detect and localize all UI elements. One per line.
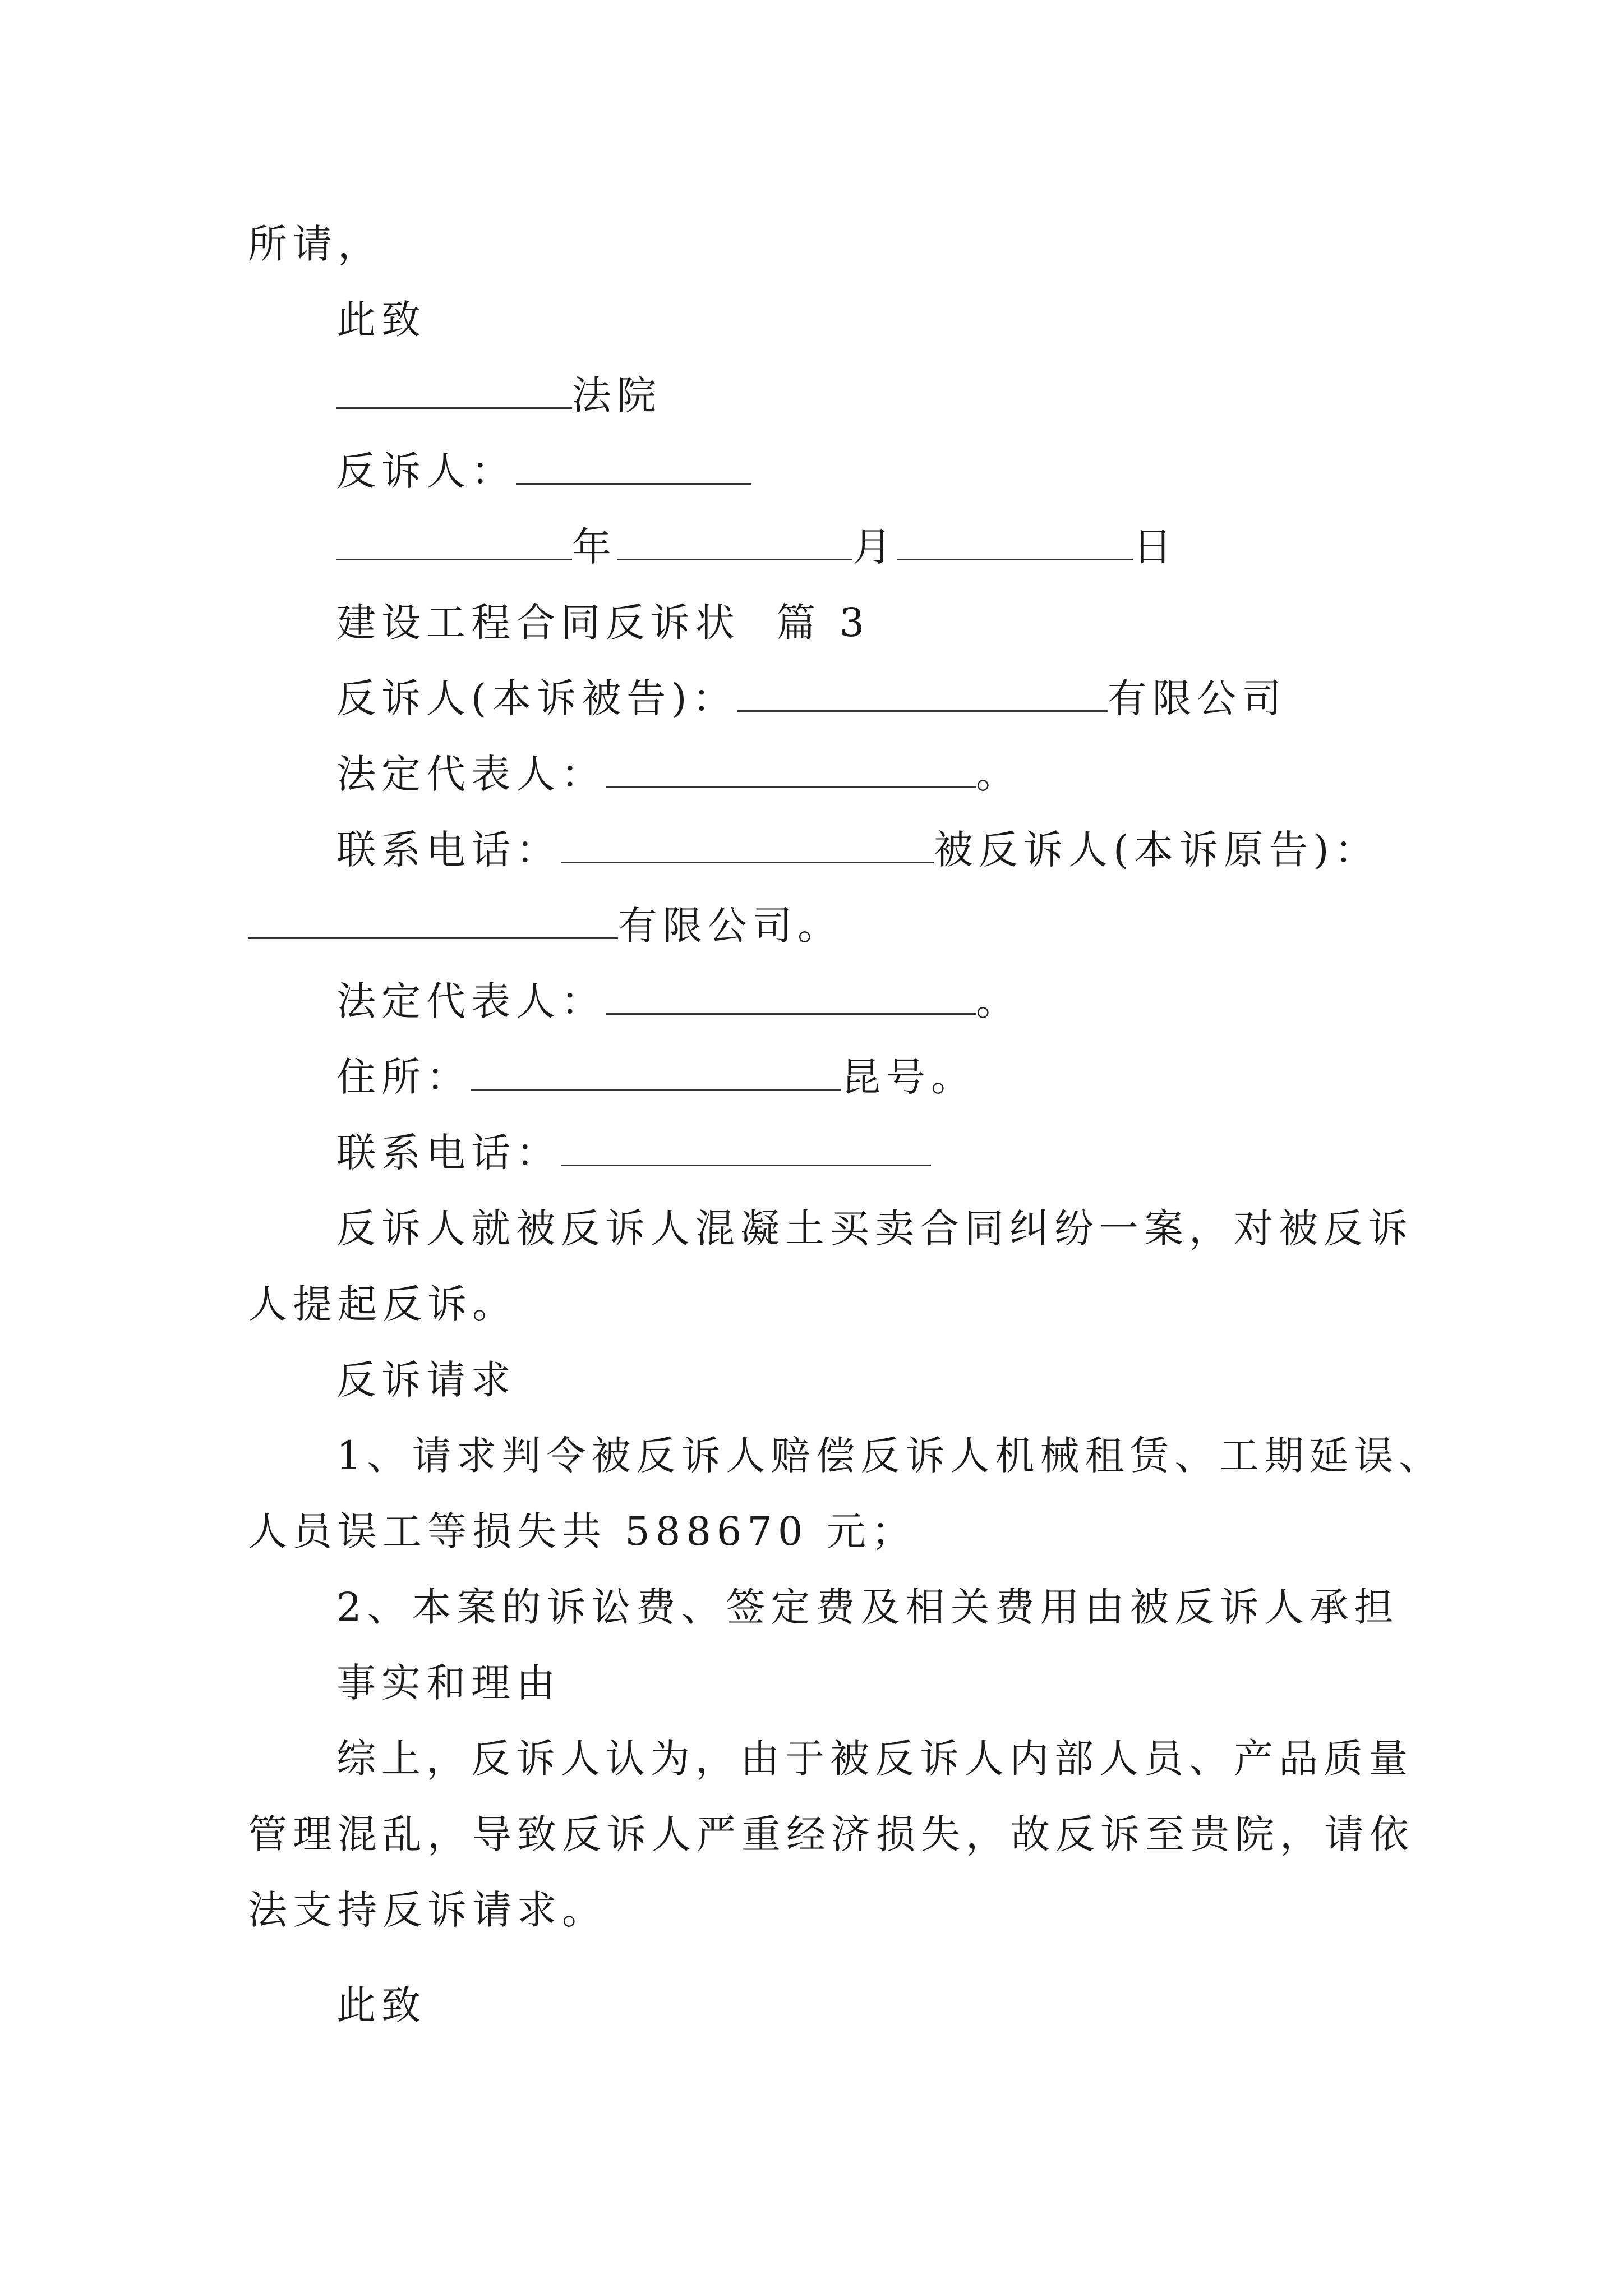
text: 法定代表人：: [336, 751, 606, 797]
paragraph-line: [336, 1430, 1444, 1481]
text: 联系电话：: [336, 827, 561, 873]
counterclaimant-signature-line: [336, 446, 751, 496]
paragraph-line: [248, 1506, 916, 1557]
text: 所请，: [248, 221, 382, 267]
fill-in-blank: [897, 525, 1133, 560]
text: 建设工程合同反诉状 篇 3: [336, 600, 870, 646]
fill-in-blank: [737, 677, 1108, 712]
text: 此致: [336, 297, 426, 343]
court-line: [336, 370, 662, 421]
text: 此致: [336, 1982, 426, 2028]
fill-in-blank: [561, 828, 934, 863]
phone-line: [336, 1128, 931, 1178]
legal-rep-line: [336, 749, 1021, 799]
paragraph-line: [248, 1279, 517, 1329]
text: 反诉人就被反诉人混凝土买卖合同纠纷一案，对被反诉: [336, 1205, 1413, 1251]
fill-in-blank: [617, 525, 852, 560]
text: 联系电话：: [336, 1130, 561, 1176]
text: 综上，反诉人认为，由于被反诉人内部人员、产品质量: [336, 1736, 1413, 1782]
section-heading: [336, 1355, 516, 1405]
text: 有限公司。: [618, 903, 842, 949]
text: 事实和理由: [336, 1660, 561, 1706]
legal-rep-line: [336, 976, 1021, 1027]
text: 反诉人(本诉被告)：: [336, 675, 737, 721]
address-line: [336, 1052, 976, 1102]
text: 2、本案的诉讼费、签定费及相关费用由被反诉人承担: [336, 1584, 1399, 1630]
fill-in-blank: [516, 449, 751, 485]
text: 。: [976, 751, 1021, 797]
text: 人员误工等损失共 588670 元；: [248, 1508, 916, 1554]
date-line: [336, 522, 1178, 572]
text: 被反诉人(本诉原告)：: [934, 827, 1380, 873]
text: 法支持反诉请求。: [248, 1887, 607, 1933]
fill-in-blank: [606, 979, 976, 1015]
salutation-line: [336, 295, 426, 345]
text: 有限公司: [1107, 675, 1287, 721]
text: 年: [572, 524, 617, 570]
text: 日: [1133, 524, 1178, 570]
text: 昆号。: [841, 1054, 976, 1100]
fill-in-blank: [471, 1055, 841, 1091]
text: 法定代表人：: [336, 978, 606, 1024]
text: 。: [976, 978, 1021, 1024]
fill-in-blank: [561, 1131, 931, 1166]
text: 反诉人：: [336, 448, 516, 494]
text: 反诉请求: [336, 1357, 516, 1403]
paragraph-line: [336, 1203, 1413, 1254]
text: 人提起反诉。: [248, 1281, 517, 1327]
fill-in-blank: [336, 525, 572, 560]
paragraph-line: [336, 1733, 1413, 1784]
section-heading: [336, 1658, 561, 1708]
phone-line: [336, 825, 1380, 875]
salutation-line: [336, 1980, 426, 2031]
text-line: [248, 219, 382, 269]
text: 住所：: [336, 1054, 471, 1100]
fill-in-blank: [606, 752, 976, 788]
paragraph-line: [336, 1582, 1399, 1632]
text: 法院: [572, 372, 662, 418]
text: 1、请求判令被反诉人赔偿反诉人机械租赁、工期延误、: [336, 1433, 1444, 1479]
section-title: [336, 597, 870, 648]
fill-in-blank: [336, 374, 572, 409]
text: 月: [852, 524, 897, 570]
text: 管理混乱，导致反诉人严重经济损失，故反诉至贵院，请依: [248, 1811, 1414, 1857]
paragraph-line: [248, 1885, 607, 1935]
company-line: [248, 900, 842, 951]
paragraph-line: [248, 1809, 1414, 1860]
counterclaimant-line: [336, 673, 1287, 724]
fill-in-blank: [248, 904, 618, 939]
